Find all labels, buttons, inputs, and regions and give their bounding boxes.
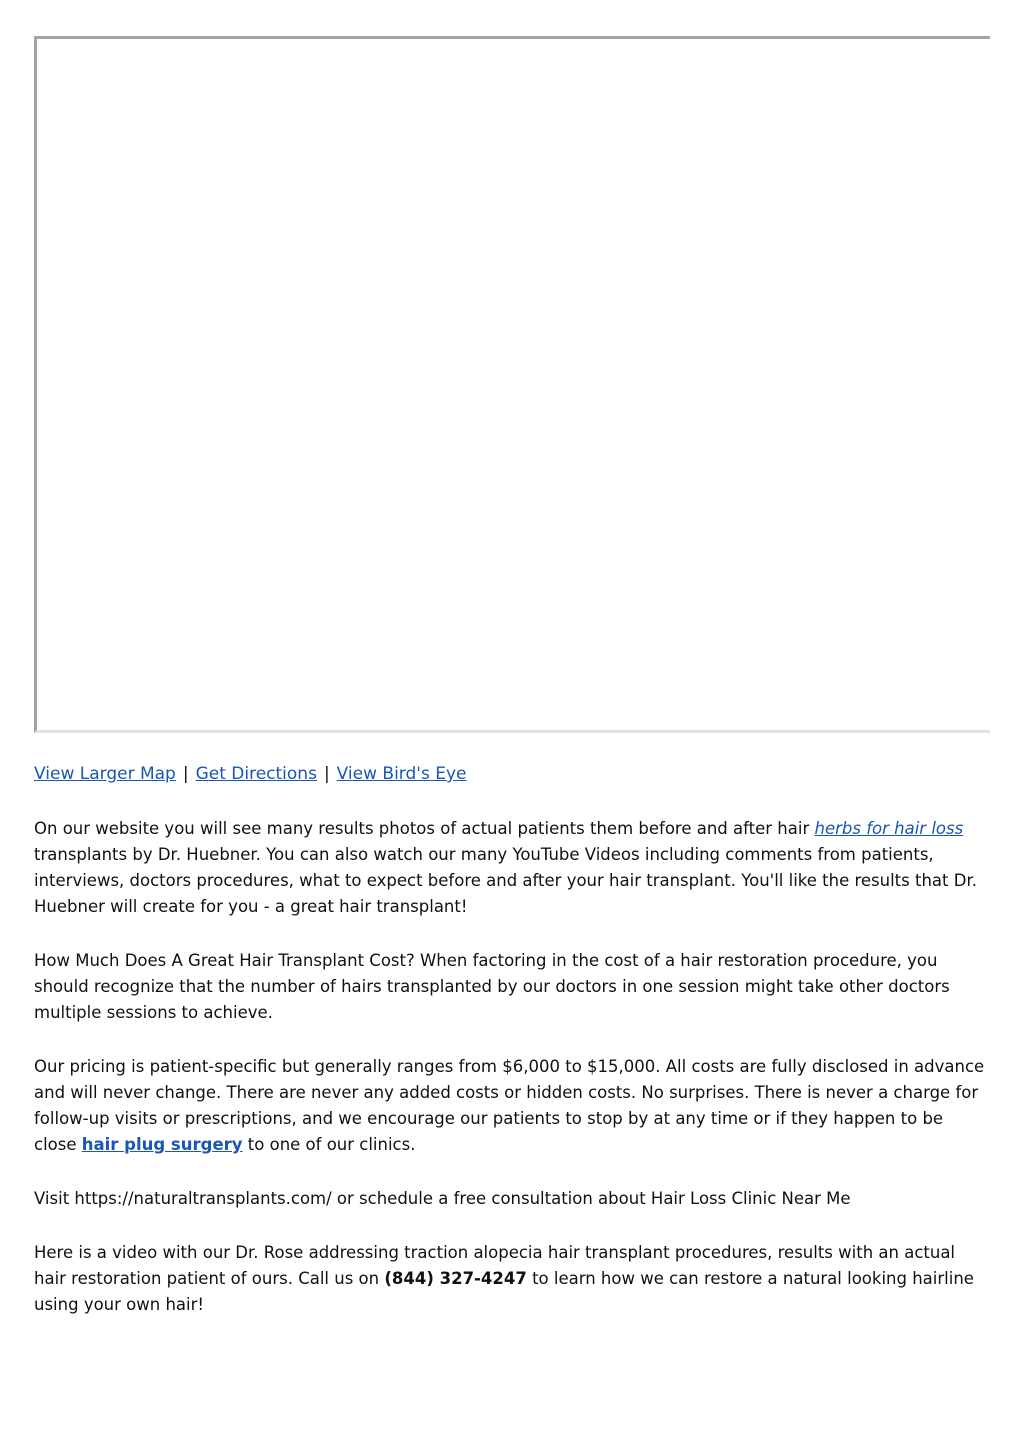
get-directions-link[interactable]: Get Directions — [195, 764, 317, 784]
hair-plug-surgery-link[interactable]: hair plug surgery — [81, 1135, 243, 1154]
herbs-for-hair-loss-link[interactable]: herbs for hair loss — [814, 819, 964, 838]
map-embed-frame[interactable] — [34, 36, 990, 733]
paragraph-results-photos — [34, 816, 989, 920]
phone-number: (844) 327-4247 — [384, 1269, 527, 1288]
paragraph-text: to learn how we can restore a natural looking hairline using your own hair! — [34, 1269, 974, 1314]
map-links-bar — [34, 762, 466, 786]
view-birds-eye-link[interactable]: View Bird's Eye — [336, 764, 467, 784]
paragraph-visit-website: Visit https://naturaltransplants.com/ or schedule a free consultation about Hair Loss Clinic Near Me — [34, 1189, 851, 1208]
view-larger-map-link[interactable]: View Larger Map — [34, 764, 176, 784]
paragraph-text: to one of our clinics. — [242, 1135, 416, 1154]
paragraph-text: Here is a video with our Dr. Rose addressing traction alopecia hair transplant procedures, results with an actual hair restoration patient of ours. Call us on — [34, 1243, 956, 1288]
paragraph-text: On our website you will see many results photos of actual patients them before and after hair — [34, 819, 815, 838]
paragraph-video-call — [34, 1240, 989, 1318]
paragraph-pricing — [34, 1054, 989, 1158]
paragraph-text: Our pricing is patient-specific but generally ranges from $6,000 to $15,000. All costs are fully disclosed in advance and will never change. There are never any added costs or hidden costs. No surprises. There is never a charge for follow-up visits or prescriptions, and we encourage our patients to stop by at any time or if they happen to be close — [34, 1057, 985, 1154]
paragraph-text: transplants by Dr. Huebner. You can also watch our many YouTube Videos including comments from patients, interviews, doctors procedures, what to expect before and after your hair transplant. You'll like the results that Dr. Huebner will create for you - a great hair transplant! — [34, 845, 977, 916]
paragraph-transplant-cost: How Much Does A Great Hair Transplant Cost? When factoring in the cost of a hair restoration procedure, you should recognize that the number of hairs transplanted by our doctors in one session might take other doctors multiple sessions to achieve. — [34, 951, 950, 1022]
link-separator: | — [182, 764, 189, 784]
link-separator: | — [323, 764, 330, 784]
